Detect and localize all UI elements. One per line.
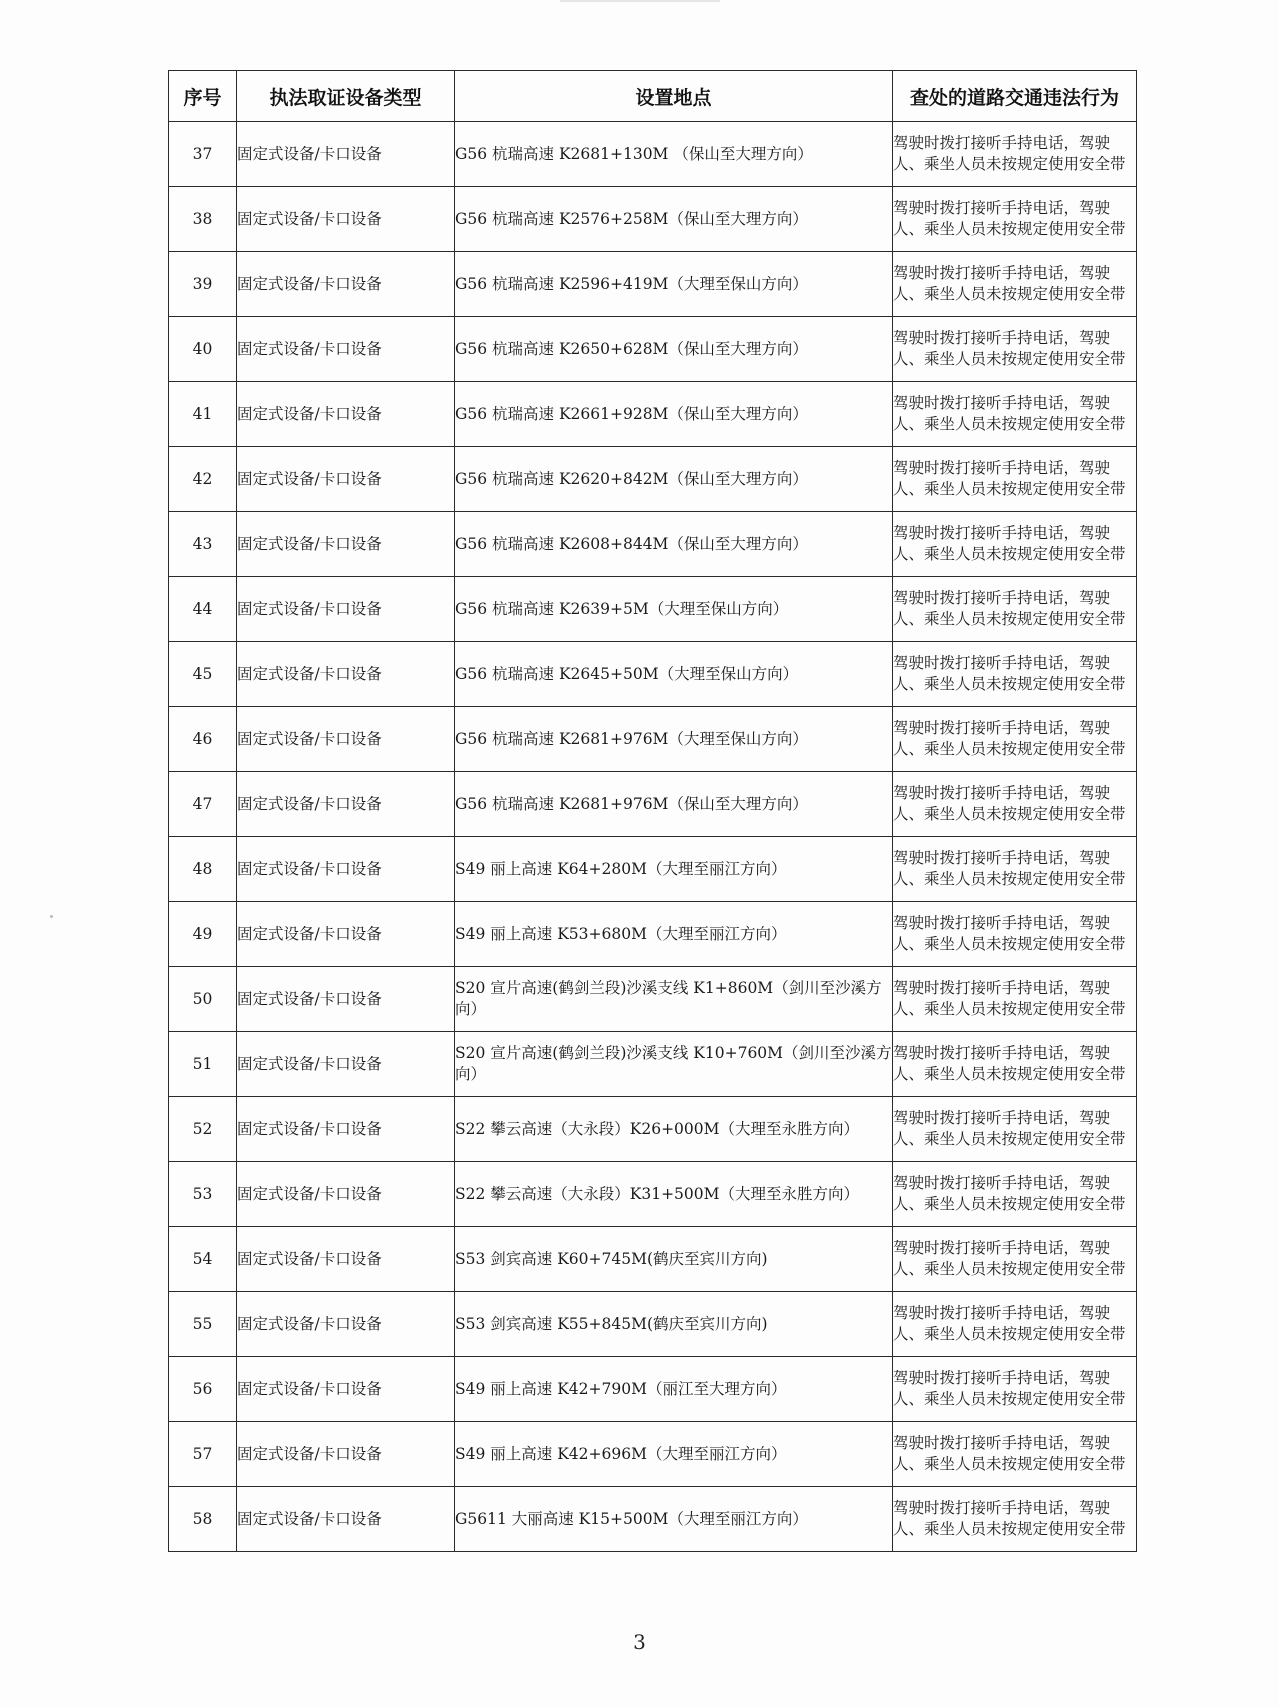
cell-device-type: 固定式设备/卡口设备 <box>237 1422 455 1487</box>
cell-location: S49 丽上高速 K42+696M（大理至丽江方向） <box>455 1422 893 1487</box>
table-body <box>169 122 1137 1552</box>
scan-mark <box>560 0 720 2</box>
cell-seq: 57 <box>169 1422 237 1487</box>
table-row <box>169 902 1137 967</box>
table-row <box>169 577 1137 642</box>
cell-seq: 39 <box>169 252 237 317</box>
cell-device-type: 固定式设备/卡口设备 <box>237 707 455 772</box>
cell-location: G56 杭瑞高速 K2596+419M（大理至保山方向） <box>455 252 893 317</box>
table-row <box>169 317 1137 382</box>
cell-violation: 驾驶时拨打接听手持电话，驾驶人、乘坐人员未按规定使用安全带 <box>893 1357 1137 1422</box>
cell-seq: 40 <box>169 317 237 382</box>
cell-seq: 49 <box>169 902 237 967</box>
cell-location: G56 杭瑞高速 K2639+5M（大理至保山方向） <box>455 577 893 642</box>
header-violation: 查处的道路交通违法行为 <box>893 71 1137 122</box>
cell-device-type: 固定式设备/卡口设备 <box>237 512 455 577</box>
cell-violation: 驾驶时拨打接听手持电话，驾驶人、乘坐人员未按规定使用安全带 <box>893 577 1137 642</box>
page-number: 3 <box>633 1630 646 1654</box>
cell-device-type: 固定式设备/卡口设备 <box>237 1292 455 1357</box>
cell-device-type: 固定式设备/卡口设备 <box>237 1097 455 1162</box>
cell-location: S49 丽上高速 K64+280M（大理至丽江方向） <box>455 837 893 902</box>
table-row <box>169 1227 1137 1292</box>
cell-location: S20 宣片高速(鹤剑兰段)沙溪支线 K1+860M（剑川至沙溪方向） <box>455 967 893 1032</box>
table-header-row <box>169 71 1137 122</box>
cell-violation: 驾驶时拨打接听手持电话，驾驶人、乘坐人员未按规定使用安全带 <box>893 1032 1137 1097</box>
header-seq: 序号 <box>169 71 237 122</box>
cell-violation: 驾驶时拨打接听手持电话，驾驶人、乘坐人员未按规定使用安全带 <box>893 772 1137 837</box>
cell-violation: 驾驶时拨打接听手持电话，驾驶人、乘坐人员未按规定使用安全带 <box>893 1487 1137 1552</box>
cell-seq: 44 <box>169 577 237 642</box>
cell-device-type: 固定式设备/卡口设备 <box>237 967 455 1032</box>
cell-violation: 驾驶时拨打接听手持电话，驾驶人、乘坐人员未按规定使用安全带 <box>893 447 1137 512</box>
cell-device-type: 固定式设备/卡口设备 <box>237 1357 455 1422</box>
cell-device-type: 固定式设备/卡口设备 <box>237 317 455 382</box>
cell-location: G56 杭瑞高速 K2620+842M（保山至大理方向） <box>455 447 893 512</box>
cell-seq: 43 <box>169 512 237 577</box>
cell-location: G56 杭瑞高速 K2650+628M（保山至大理方向） <box>455 317 893 382</box>
table-row <box>169 1487 1137 1552</box>
cell-seq: 37 <box>169 122 237 187</box>
cell-seq: 56 <box>169 1357 237 1422</box>
cell-location: G56 杭瑞高速 K2645+50M（大理至保山方向） <box>455 642 893 707</box>
table-row <box>169 447 1137 512</box>
cell-location: S22 攀云高速（大永段）K26+000M（大理至永胜方向） <box>455 1097 893 1162</box>
cell-device-type: 固定式设备/卡口设备 <box>237 1227 455 1292</box>
cell-seq: 45 <box>169 642 237 707</box>
table-row <box>169 642 1137 707</box>
cell-location: G56 杭瑞高速 K2576+258M（保山至大理方向） <box>455 187 893 252</box>
cell-device-type: 固定式设备/卡口设备 <box>237 642 455 707</box>
cell-seq: 46 <box>169 707 237 772</box>
cell-seq: 54 <box>169 1227 237 1292</box>
cell-device-type: 固定式设备/卡口设备 <box>237 447 455 512</box>
cell-location: G56 杭瑞高速 K2608+844M（保山至大理方向） <box>455 512 893 577</box>
cell-location: S49 丽上高速 K53+680M（大理至丽江方向） <box>455 902 893 967</box>
cell-device-type: 固定式设备/卡口设备 <box>237 122 455 187</box>
cell-seq: 51 <box>169 1032 237 1097</box>
cell-seq: 50 <box>169 967 237 1032</box>
cell-violation: 驾驶时拨打接听手持电话，驾驶人、乘坐人员未按规定使用安全带 <box>893 317 1137 382</box>
cell-violation: 驾驶时拨打接听手持电话，驾驶人、乘坐人员未按规定使用安全带 <box>893 1422 1137 1487</box>
cell-device-type: 固定式设备/卡口设备 <box>237 837 455 902</box>
table-row <box>169 1292 1137 1357</box>
cell-location: G56 杭瑞高速 K2681+130M （保山至大理方向） <box>455 122 893 187</box>
cell-location: G56 杭瑞高速 K2681+976M（大理至保山方向） <box>455 707 893 772</box>
cell-seq: 47 <box>169 772 237 837</box>
cell-location: S22 攀云高速（大永段）K31+500M（大理至永胜方向） <box>455 1162 893 1227</box>
table-row <box>169 1357 1137 1422</box>
cell-seq: 41 <box>169 382 237 447</box>
table-row <box>169 252 1137 317</box>
cell-violation: 驾驶时拨打接听手持电话，驾驶人、乘坐人员未按规定使用安全带 <box>893 382 1137 447</box>
cell-violation: 驾驶时拨打接听手持电话，驾驶人、乘坐人员未按规定使用安全带 <box>893 902 1137 967</box>
cell-violation: 驾驶时拨打接听手持电话，驾驶人、乘坐人员未按规定使用安全带 <box>893 122 1137 187</box>
header-device-type: 执法取证设备类型 <box>237 71 455 122</box>
table-row <box>169 187 1137 252</box>
cell-violation: 驾驶时拨打接听手持电话，驾驶人、乘坐人员未按规定使用安全带 <box>893 1162 1137 1227</box>
cell-device-type: 固定式设备/卡口设备 <box>237 187 455 252</box>
cell-violation: 驾驶时拨打接听手持电话，驾驶人、乘坐人员未按规定使用安全带 <box>893 187 1137 252</box>
cell-location: S49 丽上高速 K42+790M（丽江至大理方向） <box>455 1357 893 1422</box>
cell-seq: 58 <box>169 1487 237 1552</box>
cell-violation: 驾驶时拨打接听手持电话，驾驶人、乘坐人员未按规定使用安全带 <box>893 1227 1137 1292</box>
cell-violation: 驾驶时拨打接听手持电话，驾驶人、乘坐人员未按规定使用安全带 <box>893 512 1137 577</box>
cell-violation: 驾驶时拨打接听手持电话，驾驶人、乘坐人员未按规定使用安全带 <box>893 642 1137 707</box>
cell-device-type: 固定式设备/卡口设备 <box>237 902 455 967</box>
cell-location: S20 宣片高速(鹤剑兰段)沙溪支线 K10+760M（剑川至沙溪方向） <box>455 1032 893 1097</box>
table-row <box>169 837 1137 902</box>
cell-seq: 48 <box>169 837 237 902</box>
table-row <box>169 1032 1137 1097</box>
cell-violation: 驾驶时拨打接听手持电话，驾驶人、乘坐人员未按规定使用安全带 <box>893 837 1137 902</box>
scan-dot <box>50 915 53 918</box>
table-row <box>169 707 1137 772</box>
cell-seq: 42 <box>169 447 237 512</box>
cell-seq: 55 <box>169 1292 237 1357</box>
cell-violation: 驾驶时拨打接听手持电话，驾驶人、乘坐人员未按规定使用安全带 <box>893 252 1137 317</box>
table-row <box>169 382 1137 447</box>
cell-seq: 38 <box>169 187 237 252</box>
cell-violation: 驾驶时拨打接听手持电话，驾驶人、乘坐人员未按规定使用安全带 <box>893 1292 1137 1357</box>
table-row <box>169 1162 1137 1227</box>
cell-seq: 52 <box>169 1097 237 1162</box>
cell-violation: 驾驶时拨打接听手持电话，驾驶人、乘坐人员未按规定使用安全带 <box>893 707 1137 772</box>
cell-seq: 53 <box>169 1162 237 1227</box>
table-row <box>169 967 1137 1032</box>
cell-violation: 驾驶时拨打接听手持电话，驾驶人、乘坐人员未按规定使用安全带 <box>893 1097 1137 1162</box>
header-location: 设置地点 <box>455 71 893 122</box>
table-row <box>169 772 1137 837</box>
table-row <box>169 512 1137 577</box>
table-row <box>169 122 1137 187</box>
cell-location: G56 杭瑞高速 K2661+928M（保山至大理方向） <box>455 382 893 447</box>
cell-location: S53 剑宾高速 K55+845M(鹤庆至宾川方向) <box>455 1292 893 1357</box>
cell-device-type: 固定式设备/卡口设备 <box>237 1162 455 1227</box>
cell-device-type: 固定式设备/卡口设备 <box>237 772 455 837</box>
cell-device-type: 固定式设备/卡口设备 <box>237 252 455 317</box>
table-row <box>169 1097 1137 1162</box>
enforcement-device-table <box>168 70 1137 1552</box>
cell-location: S53 剑宾高速 K60+745M(鹤庆至宾川方向) <box>455 1227 893 1292</box>
table-row <box>169 1422 1137 1487</box>
cell-device-type: 固定式设备/卡口设备 <box>237 382 455 447</box>
cell-violation: 驾驶时拨打接听手持电话，驾驶人、乘坐人员未按规定使用安全带 <box>893 967 1137 1032</box>
cell-location: G56 杭瑞高速 K2681+976M（保山至大理方向） <box>455 772 893 837</box>
cell-device-type: 固定式设备/卡口设备 <box>237 1032 455 1097</box>
cell-device-type: 固定式设备/卡口设备 <box>237 577 455 642</box>
cell-location: G5611 大丽高速 K15+500M（大理至丽江方向） <box>455 1487 893 1552</box>
cell-device-type: 固定式设备/卡口设备 <box>237 1487 455 1552</box>
